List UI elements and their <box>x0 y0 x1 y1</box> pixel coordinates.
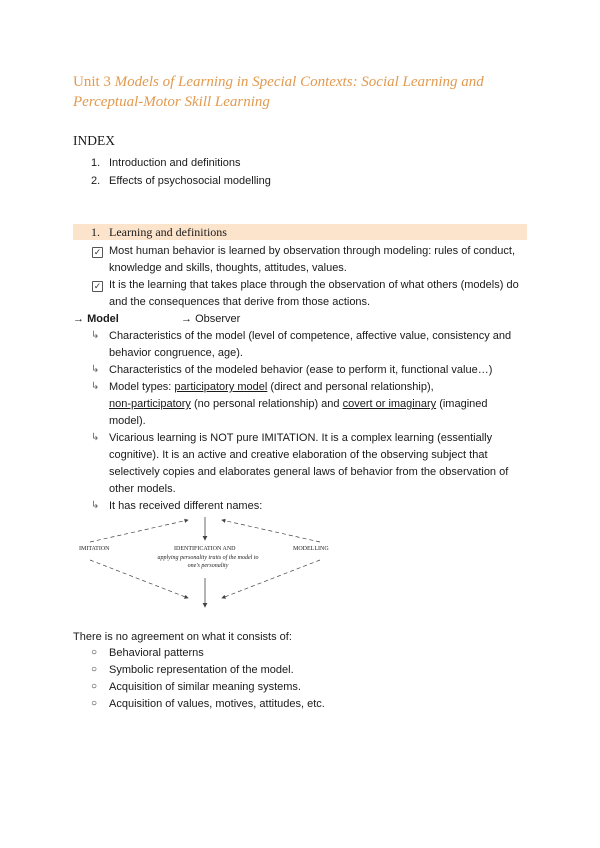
check-item-line: It is the learning that takes place through the observation of what others (models) do <box>109 279 519 291</box>
page-title <box>73 72 543 112</box>
observer-label: Observer <box>195 313 241 325</box>
text-span: (imagined <box>436 398 488 410</box>
model-types-line2 <box>109 396 488 413</box>
sub-item-line: It has received different names: <box>109 500 263 512</box>
checkbox-checked-icon[interactable]: ✓ <box>93 281 102 291</box>
title-text: Models of Learning in Special Contexts: Social Learning and Perceptual-Motor Skill Learning <box>73 74 484 110</box>
non-participatory-link: non-participatory <box>109 398 191 410</box>
index-item-label: Effects of psychosocial modelling <box>109 175 271 187</box>
sub-arrow-icon: ↳ <box>91 381 100 392</box>
index-heading: INDEX <box>73 133 115 148</box>
circle-bullet-icon: ○ <box>91 681 98 692</box>
arrow-icon: → <box>73 313 84 325</box>
circle-bullet-icon: ○ <box>91 647 98 658</box>
sub-item-line: Characteristics of the model (level of competence, affective value, consistency and <box>109 330 512 342</box>
diagram-right-label: MODELLING <box>293 546 329 552</box>
model-label: Model <box>87 313 119 325</box>
sub-item-line: cognitive). It is an active and creative elaboration of the observing subject that <box>109 449 488 461</box>
section-heading: Learning and definitions <box>109 225 227 239</box>
names-diagram <box>70 512 350 612</box>
arrow-icon: → <box>181 313 192 325</box>
covert-link: covert or imaginary <box>342 398 437 410</box>
dashed-arrow-left-up <box>90 520 188 542</box>
sub-item-line: behavior congruence, age). <box>109 347 243 359</box>
diagram-center-sub2: one's personality <box>187 563 229 569</box>
text-span: Model types: <box>109 381 175 393</box>
circle-bullet-icon: ○ <box>91 698 98 709</box>
sub-item-line: Characteristics of the modeled behavior (ease to perform it, functional value…) <box>109 364 493 376</box>
sub-item-line: selectively copies and elaborates general laws of behavior from the observation of <box>109 466 509 478</box>
check-item-line: and the consequences that derive from those actions. <box>109 296 371 308</box>
dashed-arrow-right-up <box>222 520 320 542</box>
sub-arrow-icon: ↳ <box>91 364 100 375</box>
check-item-line: knowledge and skills, thoughts, attitudes, values. <box>109 262 347 274</box>
diagram-center-sub1: applying personality traits of the model to <box>157 555 259 561</box>
index-item-2 <box>91 173 100 189</box>
checkbox-checked-icon[interactable]: ✓ <box>93 247 102 257</box>
sub-item-line: model). <box>109 415 146 427</box>
text-span: (direct and personal relationship), <box>267 381 434 393</box>
circle-bullet-icon: ○ <box>91 664 98 675</box>
index-item-1 <box>91 155 100 171</box>
sub-item-line: Vicarious learning is NOT pure IMITATION. It is a complex learning (essentially <box>109 432 493 444</box>
diagram-center-label: IDENTIFICATION AND <box>174 546 236 552</box>
participatory-link: participatory model <box>174 381 268 393</box>
list-item: Acquisition of similar meaning systems. <box>109 681 301 693</box>
sub-arrow-icon: ↳ <box>91 330 100 341</box>
check-item-line: Most human behavior is learned by observation through modeling: rules of conduct, <box>109 245 516 257</box>
list-item: Behavioral patterns <box>109 647 204 659</box>
model-observer-row <box>73 311 119 328</box>
model-types-line1 <box>109 379 434 396</box>
index-item-label: Introduction and definitions <box>109 157 241 169</box>
section-number: 1. <box>91 225 100 239</box>
list-item: Symbolic representation of the model. <box>109 664 294 676</box>
sub-arrow-icon: ↳ <box>91 500 100 511</box>
index-num: 1. <box>91 157 101 169</box>
unit-label: Unit 3 <box>73 74 111 90</box>
index-num: 2. <box>91 175 101 187</box>
agreement-heading: There is no agreement on what it consists of: <box>73 631 292 643</box>
diagram-left-label: IMITATION <box>79 546 110 552</box>
list-item: Acquisition of values, motives, attitudes, etc. <box>109 698 325 710</box>
sub-arrow-icon: ↳ <box>91 432 100 443</box>
observer-row <box>181 311 240 328</box>
text-span: (no personal relationship) and <box>190 398 343 410</box>
sub-item-line: other models. <box>109 483 176 495</box>
